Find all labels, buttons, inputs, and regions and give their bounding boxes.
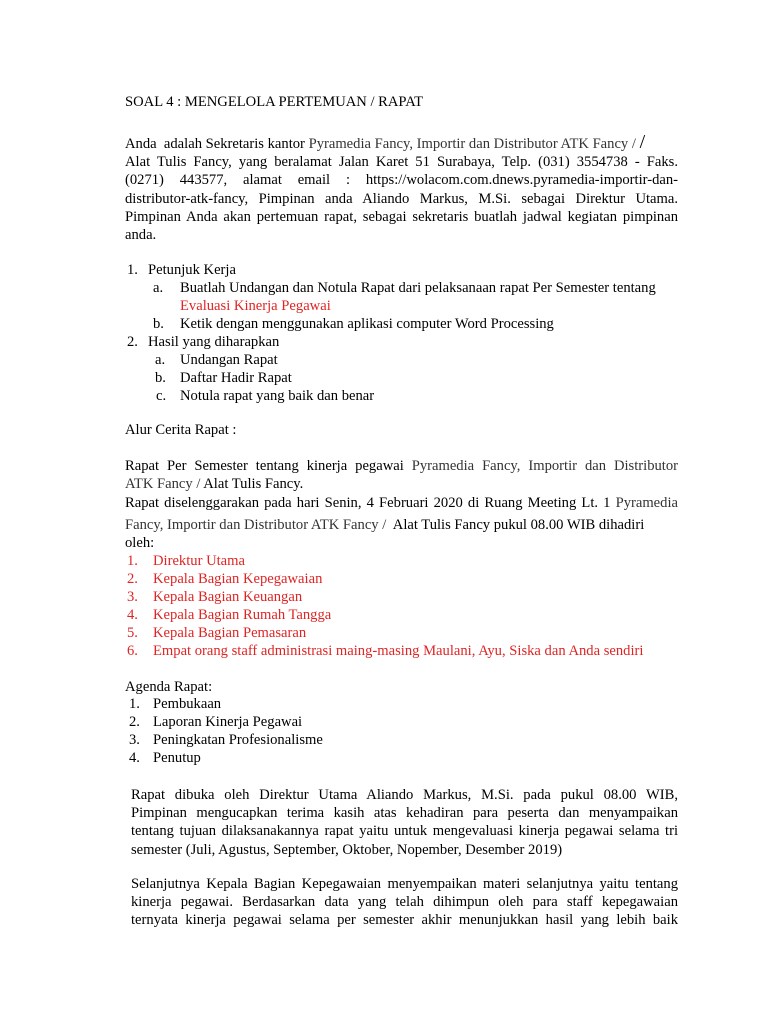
intro-line-3: (0271) 443577, alamat email : https://wolacom.com.dnews.pyramedia-importir-dan- <box>125 172 678 189</box>
instruction-item-a <box>125 279 678 315</box>
story-text: Rapat Per Semester tentang kinerja pegawai <box>125 458 412 474</box>
result-item-a <box>125 351 678 369</box>
body-line: Rapat dibuka oleh Direktur Utama Aliando Markus, M.Si. pada pukul 08.00 WIB, <box>131 787 678 803</box>
company-name: Pyramedia <box>615 495 678 511</box>
list-item <box>125 696 678 714</box>
list-number: 4. <box>127 607 138 623</box>
body-line: Pimpinan mengucapkan terima kasih atas kehadiran para peserta dan menyampaikan <box>131 805 678 822</box>
story-line-5 <box>125 535 154 552</box>
story-line-1 <box>125 457 678 475</box>
intro-line-2: Alat Tulis Fancy, yang beralamat Jalan Karet 51 Surabaya, Telp. (031) 3554738 - Faks. <box>125 154 678 171</box>
body-line: semester (Juli, Agustus, September, Oktober, Nopember, Desember 2019) <box>131 841 563 858</box>
story-line-2 <box>125 475 678 493</box>
story-paragraph-1 <box>125 457 678 493</box>
list-number: 6. <box>127 643 138 659</box>
document-heading <box>125 94 423 111</box>
list-number: 3. <box>129 732 140 748</box>
list-number: 1. <box>127 553 138 569</box>
slash-mark: / <box>639 131 646 153</box>
list-text: Kepala Bagian Pemasaran <box>153 625 307 641</box>
list-number: 3. <box>127 589 138 605</box>
list-text: Kepala Bagian Keuangan <box>153 589 303 605</box>
list-item <box>125 732 678 750</box>
intro-paragraph <box>125 131 678 244</box>
story-text: Rapat diselenggarakan pada hari Senin, 4 Februari 2020 di Ruang Meeting Lt. 1 <box>125 495 616 511</box>
intro-line-4: distributor-atk-fancy, Pimpinan anda Aliando Markus, M.Si. sebagai Direktur Utama. <box>125 190 678 207</box>
agenda-heading-text: Agenda Rapat: <box>125 679 213 695</box>
attendees-list <box>125 553 685 661</box>
list-item <box>125 750 678 768</box>
list-item <box>125 607 685 625</box>
body-paragraph-3 <box>131 786 678 859</box>
result-item-c <box>125 387 678 405</box>
story-text: oleh: <box>125 535 155 551</box>
instruction-item-b <box>125 315 678 333</box>
list-number: 2. <box>127 571 138 587</box>
list-text: Kepala Bagian Rumah Tangga <box>153 607 332 623</box>
list-number: 4. <box>129 750 140 766</box>
company-name: Pyramedia Fancy, Importir dan Distributor ATK Fancy / <box>308 136 636 152</box>
list-text: Buatlah Undangan dan Notula Rapat dari pelaksanaan rapat Per Semester tentang <box>180 280 656 296</box>
agenda-heading <box>125 679 212 696</box>
company-name: Fancy, Importir dan Distributor ATK Fancy / <box>125 517 387 533</box>
list-marker: b. <box>153 316 164 332</box>
heading-text: SOAL 4 : MENGELOLA PERTEMUAN / RAPAT <box>125 94 424 110</box>
list-item <box>125 714 678 732</box>
list-marker: c. <box>156 388 167 404</box>
story-line-4 <box>125 514 678 536</box>
list-number: 1. <box>129 696 140 712</box>
list-text: Pembukaan <box>153 696 222 712</box>
list-label: Petunjuk Kerja <box>148 262 236 278</box>
list-text: Direktur Utama <box>153 553 245 569</box>
list-marker: b. <box>155 370 166 386</box>
company-name: ATK Fancy / <box>125 476 201 492</box>
body-line: Selanjutnya Kepala Bagian Kepegawaian menyempaikan materi selanjutnya yaitu tentang <box>131 876 678 892</box>
agenda-list <box>125 696 678 768</box>
list-text: Ketik dengan menggunakan aplikasi computer Word Processing <box>180 316 554 332</box>
list-text: Laporan Kinerja Pegawai <box>153 714 303 730</box>
list-text: Kepala Bagian Kepegawaian <box>153 571 323 587</box>
company-name: Pyramedia Fancy, Importir dan Distributor <box>411 458 678 474</box>
list-label: Hasil yang diharapkan <box>148 334 280 350</box>
instruction-item-1 <box>125 261 678 279</box>
list-number: 2. <box>127 334 138 350</box>
story-text: Alat Tulis Fancy. <box>200 476 304 492</box>
list-number: 5. <box>127 625 138 641</box>
list-item <box>125 589 685 607</box>
list-text: Penutup <box>153 750 201 766</box>
list-marker: a. <box>155 352 166 368</box>
highlight-text: Evaluasi Kinerja Pegawai <box>180 298 331 314</box>
body-line: ternyata kinerja pegawai selama per semester akhir menunjukkan hasil yang lebih baik <box>131 912 678 929</box>
list-item <box>125 643 685 661</box>
list-item <box>125 553 685 571</box>
list-marker: a. <box>153 280 164 296</box>
list-text: Empat orang staff administrasi maing-masing Maulani, Ayu, Siska dan Anda sendiri <box>153 643 644 659</box>
list-text: Peningkatan Profesionalisme <box>153 732 323 748</box>
story-line-3 <box>125 492 678 514</box>
body-line: tentang tujuan dilaksanakannya rapat yaitu untuk mengevaluasi kinerja pegawai selama tri <box>131 823 678 840</box>
list-number: 1. <box>127 262 138 278</box>
list-text: Undangan Rapat <box>180 352 278 368</box>
intro-text: Anda adalah Sekretaris kantor <box>125 136 309 152</box>
list-item <box>125 571 685 589</box>
story-text: Alat Tulis Fancy pukul 08.00 WIB dihadiri <box>386 517 645 533</box>
list-item <box>125 625 685 643</box>
story-paragraph-2 <box>125 492 678 536</box>
story-heading <box>125 422 236 439</box>
intro-line-6: anda. <box>125 227 157 244</box>
body-line: kinerja pegawai. Berdasarkan data yang telah dihimpun oleh para staff kepegawaian <box>131 894 678 911</box>
list-number: 2. <box>129 714 140 730</box>
story-heading-text: Alur Cerita Rapat : <box>125 422 237 438</box>
list-text: Notula rapat yang baik dan benar <box>180 388 375 404</box>
list-text: Daftar Hadir Rapat <box>180 370 292 386</box>
instructions-list <box>125 261 678 405</box>
body-paragraph-4 <box>131 875 678 930</box>
intro-line-1 <box>125 131 678 153</box>
intro-line-5: Pimpinan Anda akan pertemuan rapat, sebagai sekretaris buatlah jadwal kegiatan pimpinan <box>125 208 678 225</box>
result-item-b <box>125 369 678 387</box>
instruction-item-2 <box>125 333 678 351</box>
